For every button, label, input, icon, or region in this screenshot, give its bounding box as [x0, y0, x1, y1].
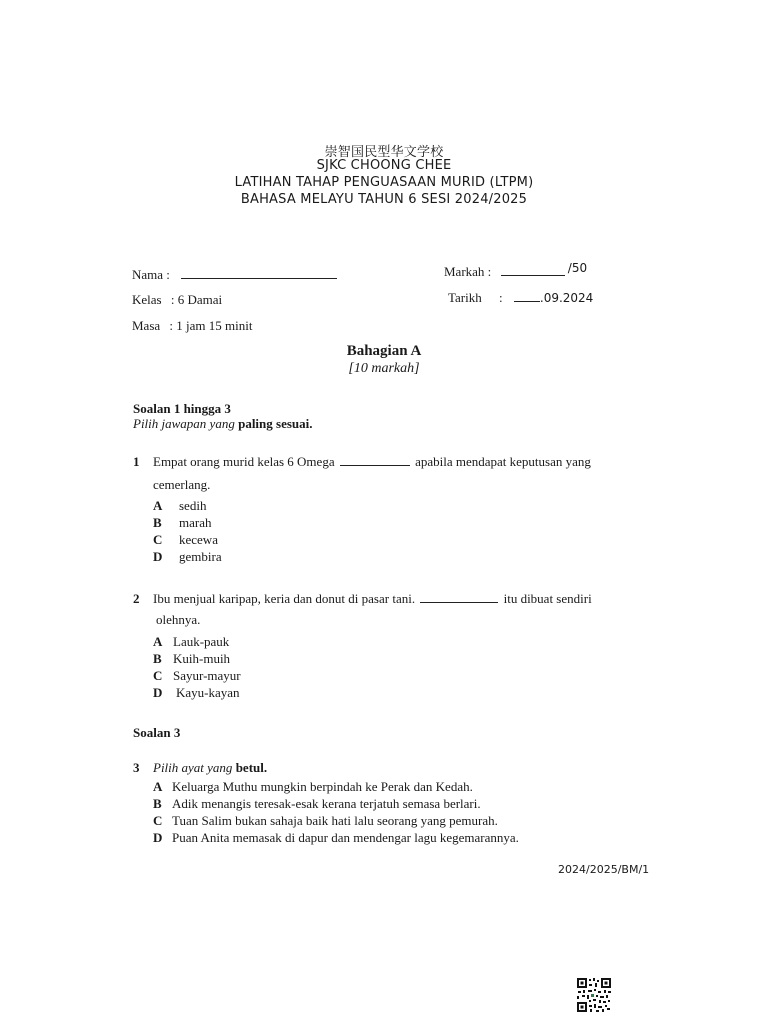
masa-label: Masa — [132, 318, 161, 333]
option-letter: D — [153, 830, 163, 845]
q2-option-b[interactable] — [153, 651, 230, 667]
q2-option-d[interactable] — [153, 685, 240, 701]
option-letter: B — [153, 796, 162, 811]
markah-field — [444, 263, 587, 280]
q3-number: 3 — [133, 760, 140, 775]
tarikh-blank[interactable] — [514, 289, 540, 302]
masa-field — [132, 318, 252, 334]
q2-text-after: itu dibuat sendiri — [503, 591, 592, 606]
option-text: kecewa — [179, 532, 218, 547]
option-text: Adik menangis teresak-esak kerana terjatuh semasa berlari. — [172, 796, 481, 811]
page-code: 2024/2025/BM/1 — [558, 863, 650, 876]
question-2 — [133, 590, 592, 607]
nama-blank[interactable] — [181, 266, 337, 279]
q1-text-before: Empat orang murid kelas 6 Omega — [153, 454, 335, 469]
school-name-chinese: 崇智国民型华文学校 — [324, 145, 444, 160]
masa-value: : 1 jam 15 minit — [169, 318, 253, 333]
option-text: marah — [179, 515, 212, 530]
q1-line2: cemerlang. — [153, 477, 211, 492]
question-1 — [133, 453, 591, 470]
option-text: Tuan Salim bukan sahaja baik hati lalu seorang yang pemurah. — [172, 813, 498, 828]
exam-title: LATIHAN TAHAP PENGUASAAN MURID (LTPM) — [234, 175, 534, 190]
q1-option-b[interactable] — [153, 515, 211, 531]
q3-option-d[interactable] — [153, 830, 519, 846]
q3-option-c[interactable] — [153, 813, 498, 829]
option-text: Lauk-pauk — [173, 634, 230, 649]
school-name: SJKC CHOONG CHEE — [316, 158, 452, 173]
option-text: Keluarga Muthu mungkin berpindah ke Perak dan Kedah. — [172, 779, 473, 794]
option-letter: A — [153, 498, 163, 513]
q1-blank[interactable] — [340, 453, 410, 466]
option-text: Sayur-mayur — [173, 668, 241, 683]
q1-option-a[interactable] — [153, 498, 206, 514]
option-letter: A — [153, 779, 163, 794]
tarikh-value: .09.2024 — [539, 291, 594, 305]
tarikh-colon: : — [499, 290, 503, 305]
q3-instruction-italic: Pilih ayat yang — [153, 760, 233, 775]
group1-instruction — [133, 416, 313, 432]
option-letter: C — [153, 813, 163, 828]
q2-number: 2 — [133, 591, 140, 606]
q1-number: 1 — [133, 454, 140, 469]
option-text: Kuih-muih — [173, 651, 231, 666]
option-text: gembira — [179, 549, 222, 564]
kelas-label: Kelas — [132, 292, 162, 307]
option-text: sedih — [179, 498, 207, 513]
subject-title: BAHASA MELAYU TAHUN 6 SESI 2024/2025 — [240, 192, 528, 207]
option-letter: B — [153, 651, 162, 666]
option-letter: C — [153, 668, 163, 683]
question-3 — [133, 760, 267, 776]
nama-label: Nama : — [132, 267, 170, 282]
q2-text-before: Ibu menjual karipap, keria dan donut di pasar tani. — [153, 591, 416, 606]
section-marks: [10 markah] — [348, 361, 420, 376]
q3-option-b[interactable] — [153, 796, 481, 812]
option-letter: A — [153, 634, 163, 649]
section-title: Bahagian A — [346, 343, 422, 359]
option-letter: D — [153, 549, 163, 564]
q1-option-d[interactable] — [153, 549, 222, 565]
nama-field — [132, 266, 337, 283]
option-letter: D — [153, 685, 163, 700]
q1-option-c[interactable] — [153, 532, 218, 548]
q2-option-a[interactable] — [153, 634, 229, 650]
markah-label: Markah : — [444, 264, 492, 279]
group1-title: Soalan 1 hingga 3 — [133, 401, 231, 416]
tarikh-label: Tarikh — [448, 290, 482, 305]
option-letter: C — [153, 532, 163, 547]
q3-option-a[interactable] — [153, 779, 473, 795]
markah-blank[interactable] — [501, 263, 565, 276]
group2-title: Soalan 3 — [133, 725, 181, 740]
group1-instruction-bold: paling sesuai. — [238, 416, 313, 431]
q2-line2: olehnya. — [156, 612, 201, 627]
kelas-field — [132, 292, 222, 308]
option-text: Puan Anita memasak di dapur dan mendengar lagu kegemarannya. — [172, 830, 519, 845]
tarikh-field — [448, 289, 593, 306]
kelas-value: : 6 Damai — [170, 292, 223, 307]
q2-blank[interactable] — [420, 590, 498, 603]
option-text: Kayu-kayan — [176, 685, 240, 700]
q2-option-c[interactable] — [153, 668, 241, 684]
option-letter: B — [153, 515, 162, 530]
q3-instruction-bold: betul. — [235, 760, 268, 775]
markah-total: /50 — [567, 261, 588, 275]
group1-instruction-italic: Pilih jawapan yang — [133, 416, 235, 431]
q1-text-after: apabila mendapat keputusan yang — [415, 454, 591, 469]
qr-code-icon — [576, 977, 612, 1013]
